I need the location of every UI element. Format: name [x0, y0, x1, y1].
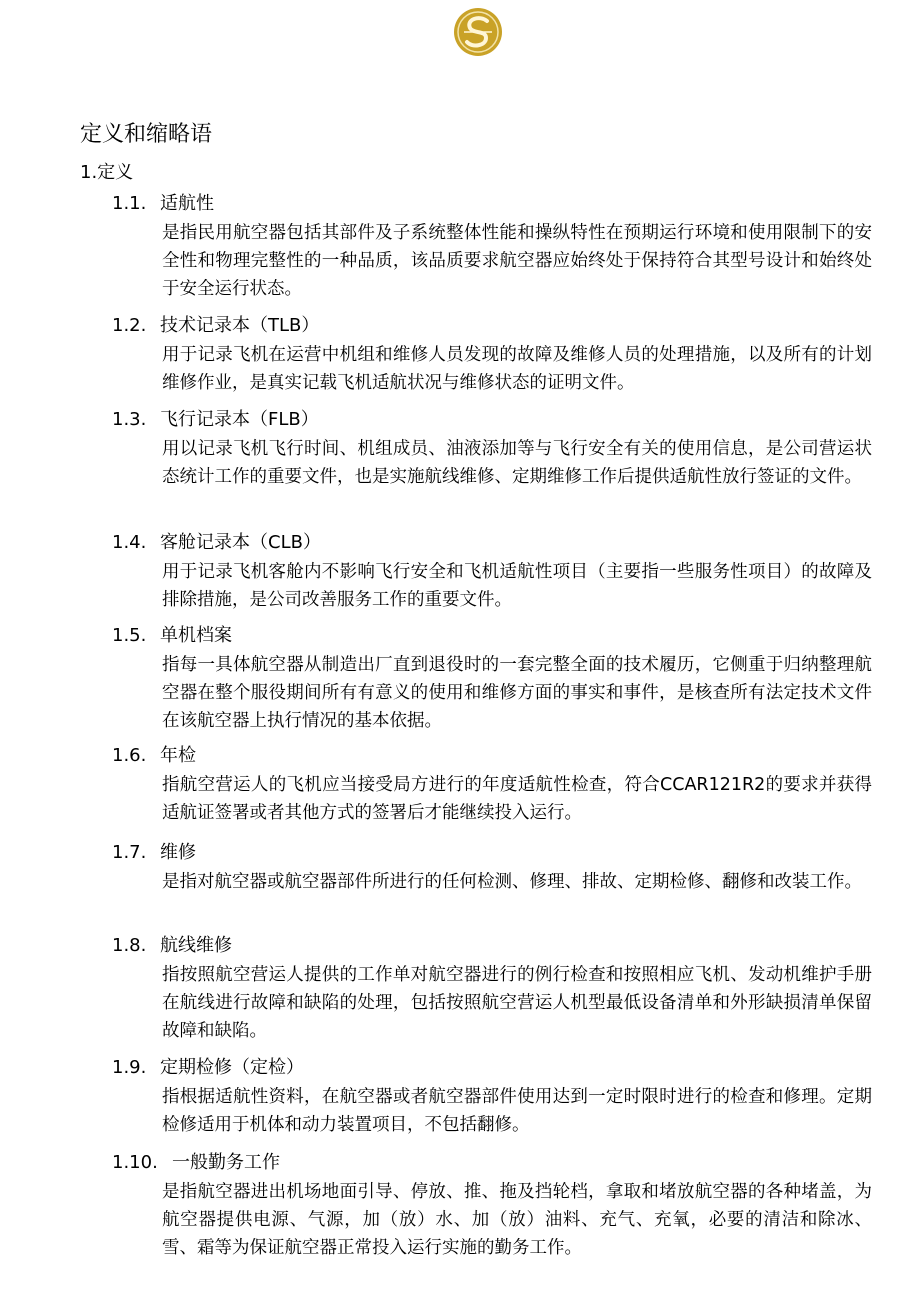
definition-term: 定期检修（定检）: [160, 1057, 304, 1078]
definition-1-6: [112, 742, 872, 827]
definition-body: 是指民用航空器包括其部件及子系统整体性能和操纵特性在预期运行环境和使用限制下的安全性和物理完整性的一种品质，该品质要求航空器应始终处于保持符合其型号设计和始终处于安全运行状态。: [162, 223, 872, 299]
definition-body: 指航空营运人的飞机应当接受局方进行的年度适航性检查，符合CCAR121R2的要求并获得适航证签署或者其他方式的签署后才能继续投入运行。: [162, 775, 872, 823]
definition-number: 1.9.: [112, 1057, 147, 1078]
definition-term: 单机档案: [160, 625, 232, 646]
definition-term: 一般勤务工作: [172, 1152, 280, 1173]
definition-heading: [112, 622, 872, 650]
definition-heading: [112, 742, 872, 770]
definition-1-7: [112, 839, 872, 896]
definition-body: 是指航空器进出机场地面引导、停放、推、拖及挡轮档，拿取和堵放航空器的各种堵盖，为航空器提供电源、气源，加（放）水、加（放）油料、充气、充氧，必要的清洁和除冰、雪、霜等为保证航空器正常投入运行实施的勤务工作。: [162, 1182, 872, 1258]
definition-number: 1.5.: [112, 625, 147, 646]
definition-1-9: [112, 1054, 872, 1139]
definition-1-2: [112, 312, 872, 397]
definition-body: 用于记录飞机客舱内不影响飞行安全和飞机适航性项目（主要指一些服务性项目）的故障及排除措施，是公司改善服务工作的重要文件。: [162, 562, 872, 610]
page-title: 定义和缩略语: [80, 122, 213, 147]
definition-heading: [112, 406, 872, 434]
definition-heading: [112, 932, 872, 960]
definition-heading: [112, 529, 872, 557]
definition-heading: [112, 190, 872, 218]
definition-1-10: [112, 1149, 872, 1262]
definition-1-1: [112, 190, 872, 303]
definition-1-8: [112, 932, 872, 1045]
definition-number: 1.3.: [112, 409, 147, 430]
definition-term: 维修: [160, 842, 196, 863]
definition-heading: [112, 312, 872, 340]
definition-term: 航线维修: [160, 935, 232, 956]
definition-number: 1.2.: [112, 315, 147, 336]
definition-1-3: [112, 406, 872, 491]
definition-heading: [112, 1054, 872, 1082]
section-title: 1.定义: [80, 162, 134, 183]
definition-body: 用以记录飞机飞行时间、机组成员、油液添加等与飞行安全有关的使用信息，是公司营运状态统计工作的重要文件，也是实施航线维修、定期维修工作后提供适航性放行签证的文件。: [162, 439, 872, 487]
definition-body: 用于记录飞机在运营中机组和维修人员发现的故障及维修人员的处理措施，以及所有的计划维修作业，是真实记载飞机适航状况与维修状态的证明文件。: [162, 345, 872, 393]
definition-body: 指根据适航性资料，在航空器或者航空器部件使用达到一定时限时进行的检查和修理。定期检修适用于机体和动力装置项目，不包括翻修。: [162, 1087, 872, 1135]
definition-body: 指每一具体航空器从制造出厂直到退役时的一套完整全面的技术履历，它侧重于归纳整理航空器在整个服役期间所有有意义的使用和维修方面的事实和事件，是核查所有法定技术文件在该航空器上执行情况的基本依据。: [162, 655, 872, 731]
definition-term: 技术记录本（TLB）: [160, 315, 320, 336]
definition-number: 1.7.: [112, 842, 147, 863]
definition-heading: [112, 839, 872, 867]
definition-number: 1.1.: [112, 193, 147, 214]
definition-1-5: [112, 622, 872, 735]
definition-term: 年检: [160, 745, 196, 766]
definition-number: 1.4.: [112, 532, 147, 553]
definition-term: 飞行记录本（FLB）: [160, 409, 319, 430]
definition-1-4: [112, 529, 872, 614]
definition-number: 1.10.: [112, 1152, 158, 1173]
definition-heading: [112, 1149, 872, 1177]
definition-number: 1.8.: [112, 935, 147, 956]
definition-number: 1.6.: [112, 745, 147, 766]
definition-body: 指按照航空营运人提供的工作单对航空器进行的例行检查和按照相应飞机、发动机维护手册在航线进行故障和缺陷的处理，包括按照航空营运人机型最低设备清单和外形缺损清单保留故障和缺陷。: [162, 965, 872, 1041]
company-emblem-icon: [452, 6, 504, 58]
definition-body: 是指对航空器或航空器部件所进行的任何检测、修理、排故、定期检修、翻修和改装工作。: [162, 872, 862, 892]
definition-term: 客舱记录本（CLB）: [160, 532, 321, 553]
definition-term: 适航性: [160, 193, 214, 214]
